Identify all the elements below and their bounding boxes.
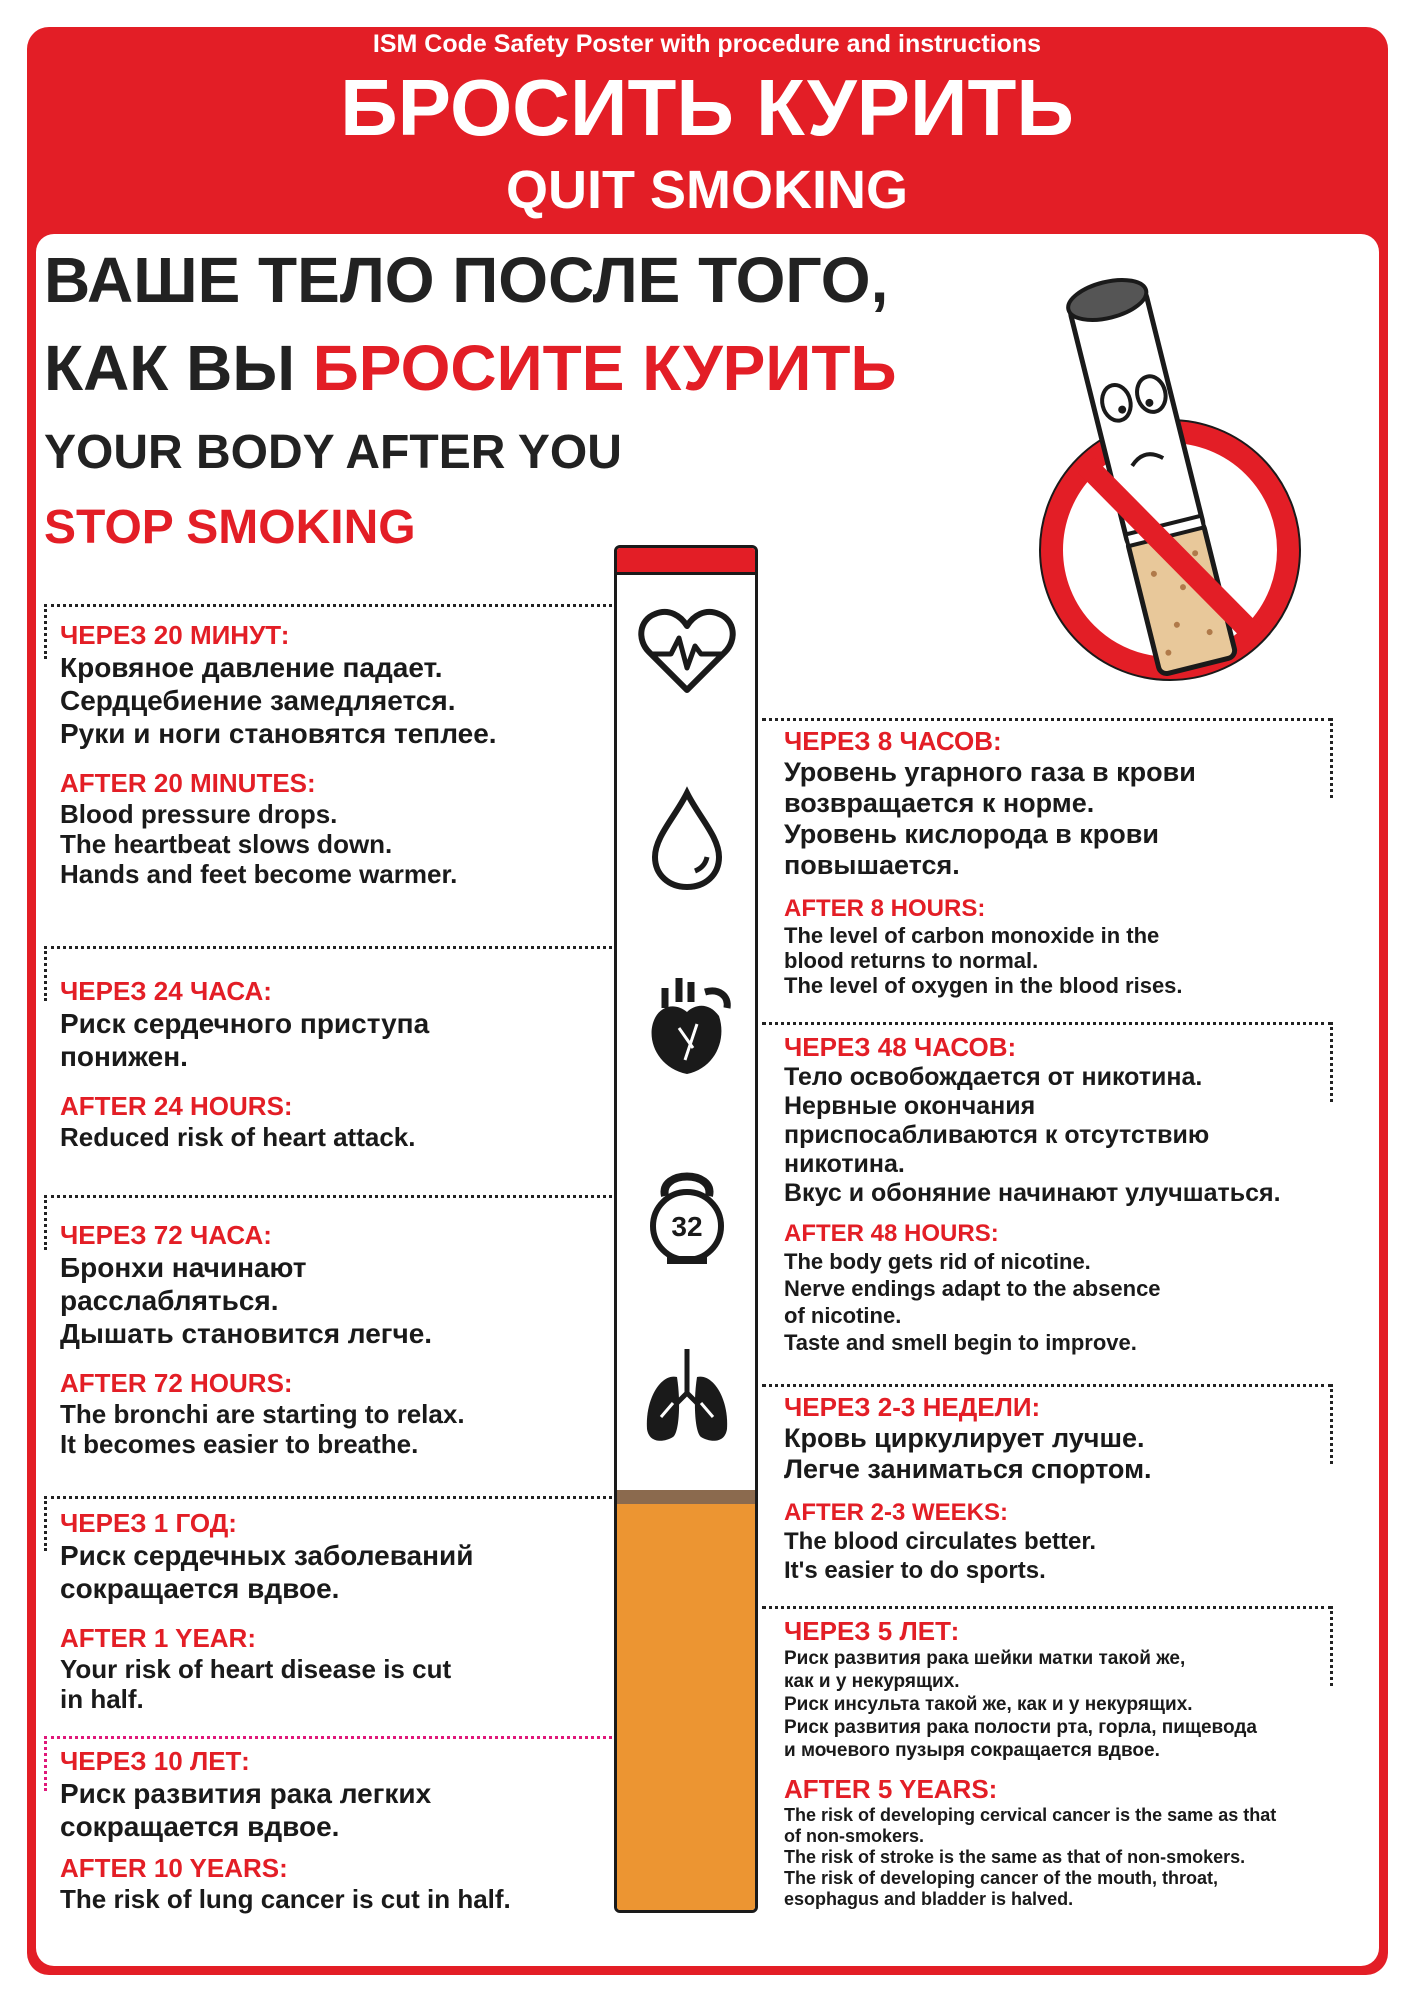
poster-subtitle: ISM Code Safety Poster with procedure and instructions (372, 30, 1042, 58)
block-line-en: The risk of developing cervical cancer is the same as that (784, 1805, 1277, 1825)
block-line-en: Nerve endings adapt to the absence (784, 1276, 1161, 1301)
block-line-ru: Уровень угарного газа в крови (784, 757, 1196, 787)
block-line-ru: понижен. (60, 1041, 188, 1072)
block-line-en: The bronchi are starting to relax. (60, 1399, 465, 1429)
kettlebell-icon (635, 1156, 739, 1266)
divider (762, 1022, 1332, 1025)
timeline-block-20min (60, 620, 497, 889)
block-title-en: AFTER 10 YEARS: (60, 1853, 288, 1883)
timeline-block-8h (784, 726, 1196, 998)
block-line-en: The body gets rid of nicotine. (784, 1249, 1091, 1274)
block-line-ru: повышается. (784, 850, 960, 880)
block-title-ru: ЧЕРЕЗ 72 ЧАСА: (60, 1220, 272, 1250)
block-title-ru: ЧЕРЕЗ 2-3 НЕДЕЛИ: (784, 1392, 1041, 1422)
divider (44, 1195, 612, 1198)
block-title-en: AFTER 72 HOURS: (60, 1368, 293, 1398)
block-title-en: AFTER 48 HOURS: (784, 1220, 999, 1247)
block-line-ru: Легче заниматься спортом. (784, 1454, 1152, 1484)
timeline-block-2-3weeks (784, 1392, 1152, 1585)
block-line-ru: Кровь циркулирует лучше. (784, 1423, 1145, 1453)
block-line-ru: Нервные окончания (784, 1092, 1036, 1120)
block-line-ru: и мочевого пузыря сокращается вдвое. (784, 1740, 1160, 1761)
divider (1330, 1384, 1333, 1464)
timeline-block-5years (784, 1616, 1276, 1910)
block-line-en: The risk of stroke is the same as that of non-smokers. (784, 1847, 1246, 1867)
poster-title-ru: БРОСИТЬ КУРИТЬ (340, 63, 1074, 152)
headline-ru-line2 (44, 330, 896, 406)
divider (44, 1496, 47, 1551)
divider (44, 1496, 612, 1499)
divider (1330, 1022, 1333, 1102)
timeline-block-24h (60, 976, 429, 1152)
timeline-block-48h (784, 1032, 1281, 1356)
heart-rate-icon (635, 598, 739, 708)
block-line-ru: Уровень кислорода в крови (784, 819, 1159, 849)
divider (44, 946, 612, 949)
divider (44, 604, 612, 607)
headline-ru-prefix: КАК ВЫ (44, 332, 313, 404)
headline-en-line1: YOUR BODY AFTER YOU (44, 426, 622, 479)
no-smoking-icon (1020, 245, 1340, 705)
block-title-en: AFTER 1 YEAR: (60, 1623, 256, 1653)
block-line-en: The level of oxygen in the blood rises. (784, 973, 1183, 998)
block-line-ru: Риск сердечных заболеваний (60, 1540, 474, 1571)
headline-ru-line1: ВАШЕ ТЕЛО ПОСЛЕ ТОГО, (44, 244, 889, 316)
block-line-ru: никотина. (784, 1150, 905, 1178)
block-line-ru: как и у некурящих. (784, 1671, 960, 1692)
block-line-ru: Дышать становится легче. (60, 1318, 433, 1349)
block-line-ru: приспосабливаются к отсутствию (784, 1121, 1210, 1149)
block-title-ru: ЧЕРЕЗ 20 МИНУТ: (60, 620, 290, 650)
block-line-en: in half. (60, 1684, 144, 1714)
cigarette-filter (617, 1504, 755, 1913)
block-line-ru: Риск сердечного приступа (60, 1008, 430, 1039)
block-line-en: The level of carbon monoxide in the (784, 923, 1160, 948)
block-line-ru: Сердцебиение замедляется. (60, 685, 456, 716)
block-line-ru: Руки и ноги становятся теплее. (60, 718, 497, 749)
block-title-ru: ЧЕРЕЗ 8 ЧАСОВ: (784, 726, 1002, 756)
cigarette-band (617, 1490, 755, 1504)
block-title-en: AFTER 24 HOURS: (60, 1091, 293, 1121)
divider (1330, 718, 1333, 798)
block-line-en: The risk of developing cancer of the mouth, throat, (784, 1868, 1219, 1888)
block-line-en: of nicotine. (784, 1303, 902, 1328)
block-title-en: AFTER 20 MINUTES: (60, 768, 316, 798)
kettlebell-label: 32 (671, 1211, 703, 1242)
block-line-en: Your risk of heart disease is cut (60, 1654, 452, 1684)
block-line-ru: Бронхи начинают (60, 1252, 307, 1283)
block-title-ru: ЧЕРЕЗ 24 ЧАСА: (60, 976, 272, 1006)
block-line-en: Reduced risk of heart attack. (60, 1122, 416, 1152)
divider (44, 1195, 47, 1250)
cigarette-tip (617, 548, 755, 575)
block-line-ru: Риск развития рака полости рта, горла, пищевода (784, 1717, 1257, 1738)
block-title-en: AFTER 8 HOURS: (784, 895, 986, 922)
poster-title-en: QUIT SMOKING (506, 160, 908, 220)
heart-organ-icon (635, 968, 739, 1078)
block-line-en: The heartbeat slows down. (60, 829, 393, 859)
block-line-ru: Тело освобождается от никотина. (784, 1063, 1203, 1091)
headline-en-line2: STOP SMOKING (44, 501, 416, 554)
block-title-en: AFTER 5 YEARS: (784, 1774, 998, 1804)
block-title-ru: ЧЕРЕЗ 10 ЛЕТ: (60, 1746, 250, 1776)
block-line-en: Taste and smell begin to improve. (784, 1330, 1137, 1355)
divider (762, 1606, 1332, 1609)
block-line-en: The blood circulates better. (784, 1528, 1097, 1555)
blood-drop-icon (635, 783, 739, 893)
block-line-en: Blood pressure drops. (60, 799, 338, 829)
block-line-en: blood returns to normal. (784, 948, 1039, 973)
block-line-ru: возвращается к норме. (784, 788, 1095, 818)
block-line-en: of non-smokers. (784, 1826, 925, 1846)
block-line-en: It becomes easier to breathe. (60, 1429, 419, 1459)
block-title-ru: ЧЕРЕЗ 48 ЧАСОВ: (784, 1032, 1017, 1062)
block-line-ru: Риск развития рака легких (60, 1778, 432, 1809)
block-line-ru: Риск инсульта такой же, как и у некурящих. (784, 1694, 1193, 1715)
timeline-block-72h (60, 1220, 465, 1459)
divider (762, 1384, 1332, 1387)
block-title-ru: ЧЕРЕЗ 5 ЛЕТ: (784, 1616, 960, 1646)
divider (1330, 1606, 1333, 1686)
block-line-ru: сокращается вдвое. (60, 1811, 340, 1842)
block-line-en: Hands and feet become warmer. (60, 859, 458, 889)
divider (44, 604, 47, 659)
block-line-ru: Вкус и обоняние начинают улучшаться. (784, 1179, 1281, 1207)
block-line-ru: сокращается вдвое. (60, 1573, 340, 1604)
block-line-ru: Риск развития рака шейки матки такой же, (784, 1648, 1186, 1669)
cigarette-timeline (614, 545, 758, 1913)
divider (44, 1736, 47, 1791)
timeline-block-1year (60, 1508, 473, 1714)
divider (762, 718, 1332, 721)
timeline-block-10years (60, 1746, 511, 1914)
block-line-ru: Кровяное давление падает. (60, 652, 443, 683)
headline-ru-red: БРОСИТЕ КУРИТЬ (312, 332, 897, 404)
block-title-ru: ЧЕРЕЗ 1 ГОД: (60, 1508, 237, 1538)
divider (44, 946, 47, 1001)
lungs-icon (635, 1343, 739, 1453)
block-line-en: It's easier to do sports. (784, 1557, 1046, 1584)
block-title-en: AFTER 2-3 WEEKS: (784, 1499, 1009, 1526)
block-line-en: The risk of lung cancer is cut in half. (60, 1884, 511, 1914)
block-line-ru: расслабляться. (60, 1285, 279, 1316)
divider (44, 1736, 612, 1739)
block-line-en: esophagus and bladder is halved. (784, 1889, 1074, 1909)
